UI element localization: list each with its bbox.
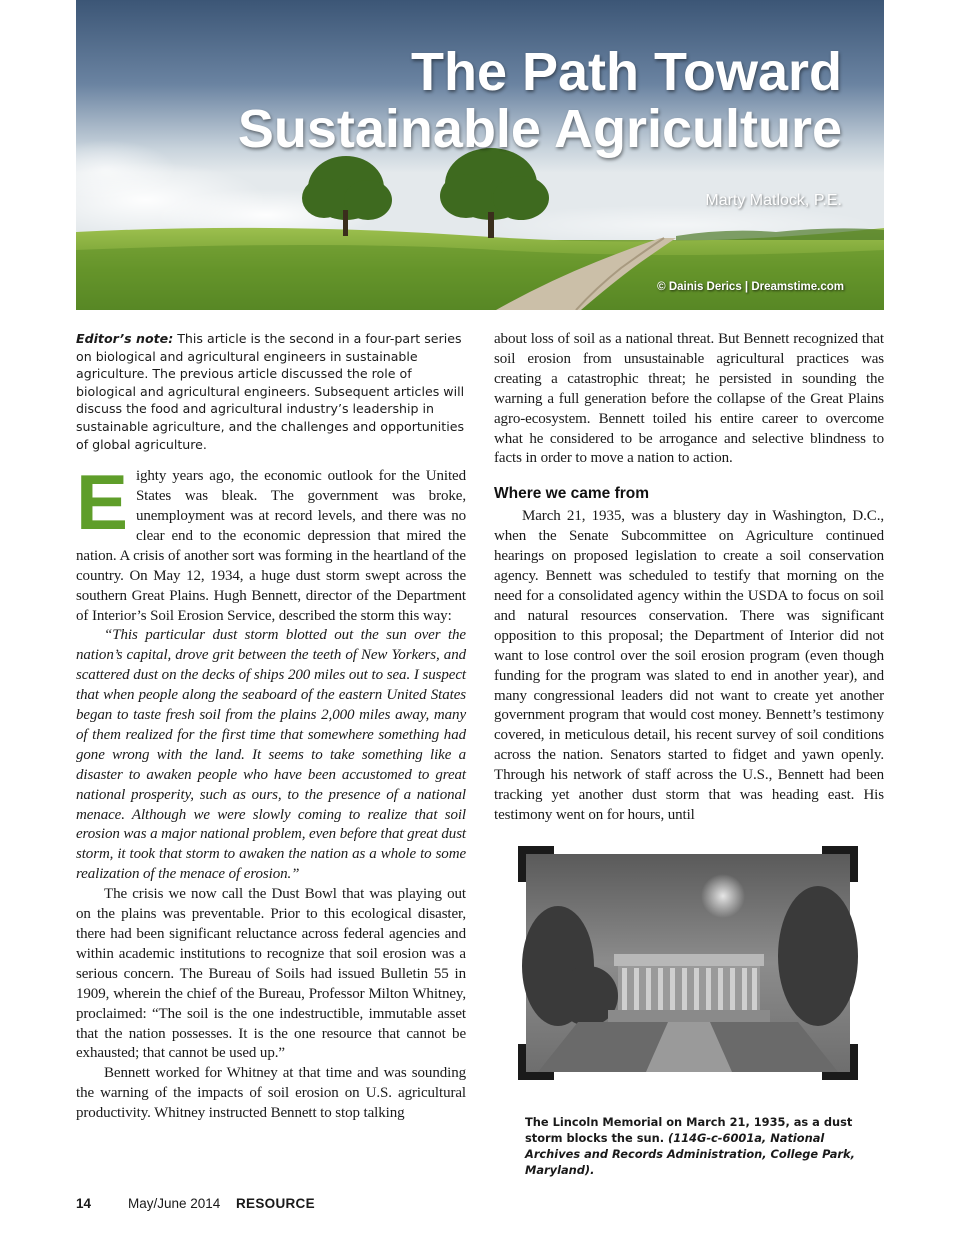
editors-note-text: This article is the second in a four-part series on biological and agricultural engineers in sustainable agriculture. The previous article discussed the role of biological and agricultural engineers. Subsequent articles will discuss the food and agricultural industry’s leadership in sustainable agriculture, and the challenges and opportunities of global agriculture.: [76, 331, 465, 452]
page-footer: [76, 1196, 315, 1211]
photo-credit: © Dainis Derics | Dreamstime.com: [657, 281, 844, 293]
hero-banner: [76, 0, 884, 310]
editors-note-label: Editor’s note:: [76, 331, 174, 346]
paragraph-march-1935: March 21, 1935, was a blustery day in Washington, D.C., when the Senate Subcommittee on Agriculture continued hearings on proposed legislation to create a soil conservation agency. Bennett was scheduled to testify that morning on the need for a consolidated agency within the USDA to focus on soil and natural resources conservation. There was significant opposition to this proposal; the Department of Interior did not want to lose control over the soil erosion program (even though funding for the program was slated to end in another year), and many congressional leaders did not want to create yet another government program that would cost money. Bennett’s testimony covered, in meticulous detail, his recent survey of soil conditions across the nation. Senators started to fidget and yawn openly. Through his network of staff across the U.S., Bennett had been tracking yet another dust storm that was heading east. His testimony went on for hours, until: [494, 508, 884, 823]
drop-cap: E: [76, 458, 128, 547]
article-title: [142, 44, 842, 158]
paragraph-intro-text: ighty years ago, the economic outlook for the United States was bleak. The government was broke, unemployment was at record levels, and there was no clear end to the economic depression that mired the nation. A crisis of another sort was forming in the heartland of the country. On May 12, 1934, a huge dust storm swept across the southern Great Plains. Hugh Bennett, director of the Department of Interior’s Soil Erosion Service, described the storm this way:: [76, 468, 466, 624]
publication-name: RESOURCE: [236, 1196, 315, 1211]
section-heading: Where we came from: [494, 485, 650, 503]
page-number: 14: [76, 1196, 92, 1211]
issue-date: May/June 2014: [128, 1196, 221, 1211]
caption-source: (114G-c-6001a, National Archives and Records Administration, College Park, Maryland).: [525, 1131, 855, 1177]
caption-text: The Lincoln Memorial on March 21, 1935, as a dust storm blocks the sun.: [525, 1115, 853, 1145]
author-byline: Marty Matlock, P.E.: [705, 192, 842, 209]
bennett-quote: “This particular dust storm blotted out the sun over the nation’s capital, drove grit between the teeth of New Yorkers, and scattered dust on the decks of ships 200 miles out to sea. I suspect that when people along the seaboard of the eastern United States began to taste fresh soil from the plains 2,000 miles away, many of them realized for the first time that somewhere something had gone wrong with the land. It seems to take something like a disaster to awaken people who have been accustomed to great national prosperity, such as ours, to the presence of a national menace. Although we were slowly coming to realize that soil erosion was a major national problem, even before that great dust storm, it took that storm to awaken the nation as a whole to some realization of the menace of erosion.”: [76, 627, 466, 883]
lincoln-memorial-image: [518, 846, 858, 1080]
paragraph-continued: about loss of soil as a national threat. But Bennett recognized that soil erosion from unsustainable agricultural practices was creating a catastrophic threat; he persisted in sounding the warning a full generation before the collapse of the Great Plains agro-ecosystem. Bennett toiled his entire career to overcome what he considered to be arrogance and selective blindness to facts in order to move a nation to action.: [494, 331, 884, 467]
right-column: [494, 330, 884, 826]
paragraph-dust-bowl: The crisis we now call the Dust Bowl that was playing out on the plains was preventable. Prior to this ecological disaster, there had been significant reluctance across federal agencies and within academic institutions to recognize that soil erosion was a serious concern. The Bureau of Soils had issued Bulletin 55 in 1909, wherein the chief of the Bureau, Professor Milton Whitney, proclaimed: “The soil is the one indestructible, immutable asset that the nation possesses. It is the one resource that cannot be exhausted; that cannot be used up.”: [76, 886, 466, 1062]
editors-note: [76, 330, 466, 453]
paragraph-intro: [76, 458, 466, 626]
title-line-1: The Path Toward: [410, 42, 842, 102]
left-column: [76, 330, 466, 1124]
lincoln-memorial-photo: [518, 846, 858, 1080]
photo-caption: [525, 1114, 865, 1178]
paragraph-whitney: Bennett worked for Whitney at that time and was sounding the warning of the impacts of soil erosion on U.S. agricultural productivity. Whitney instructed Bennett to stop talking: [76, 1065, 466, 1122]
title-line-2: Sustainable Agriculture: [237, 99, 842, 159]
